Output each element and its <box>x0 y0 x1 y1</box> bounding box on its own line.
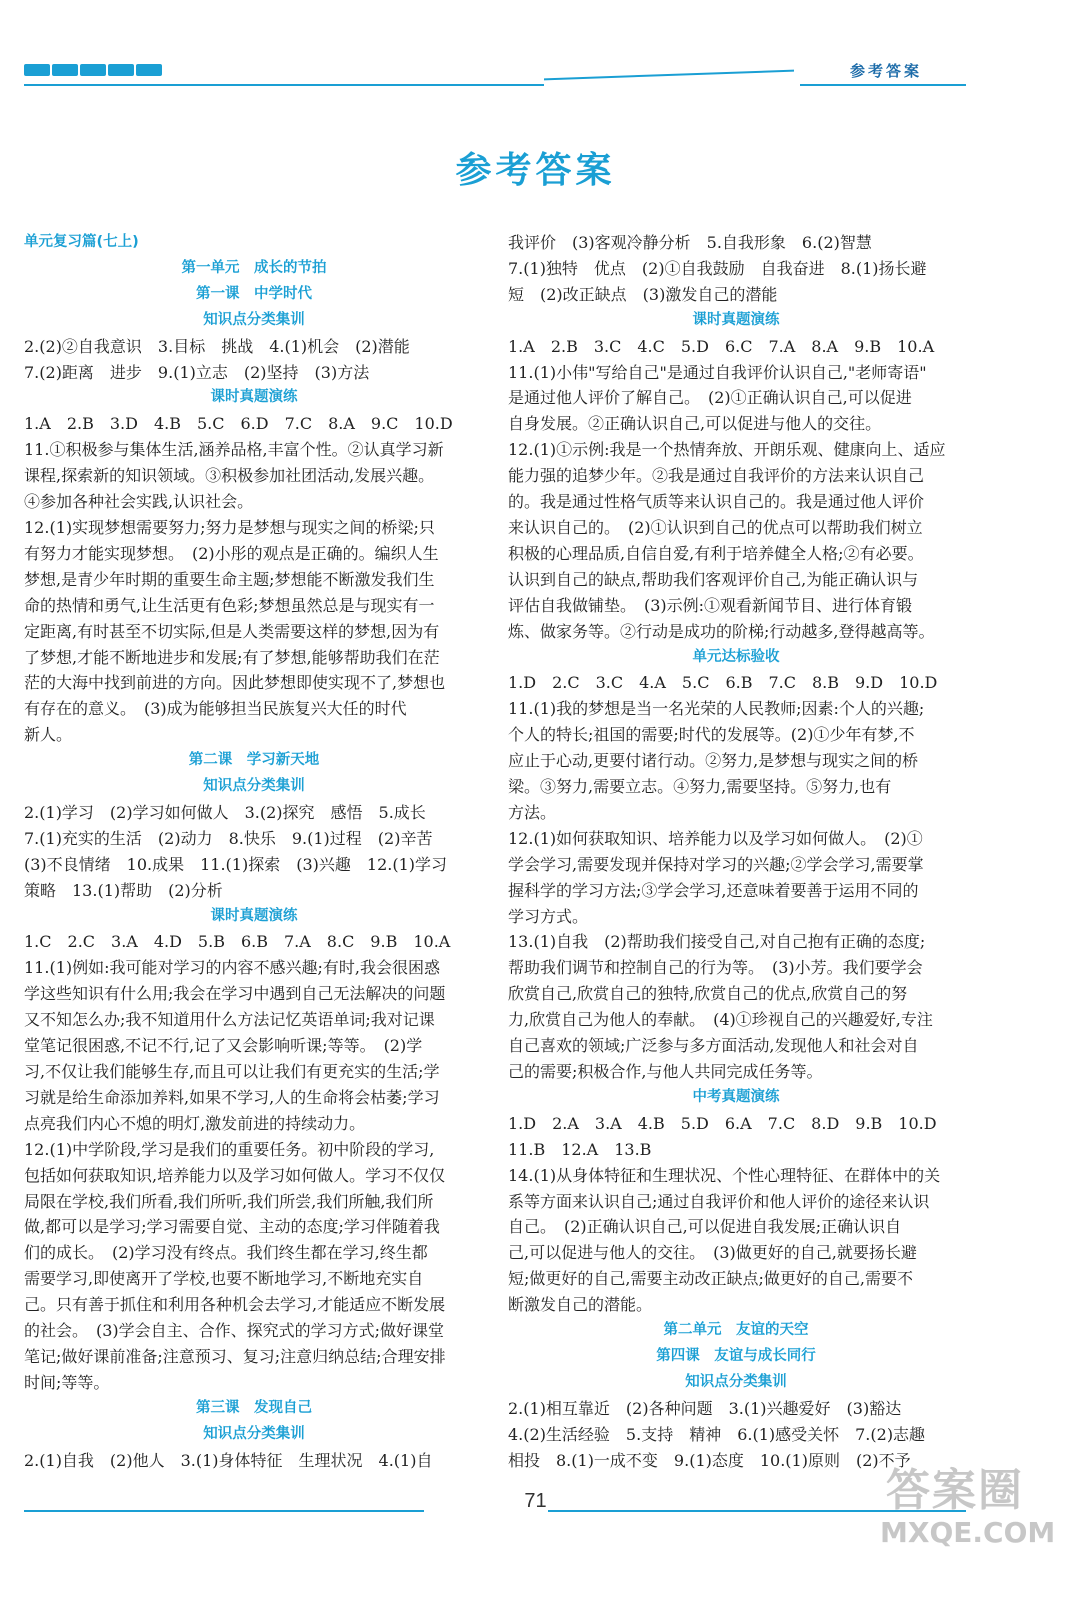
answer-line: 握科学的学习方法;③学会学习,还意味着要善于运用不同的 <box>508 880 919 900</box>
section-heading: 课时真题演练 <box>692 311 780 328</box>
answer-line: 7.(2)距离 进步 9.(1)立志 (2)坚持 (3)方法 <box>24 362 370 382</box>
watermark <box>880 1465 1056 1549</box>
answer-line: 做,都可以是学习;学习需要自觉、主动的态度;学习伴随着我 <box>24 1217 440 1237</box>
answer-line: 11.(1)例如:我可能对学习的内容不感兴趣;有时,我会很困惑 <box>24 958 440 978</box>
section-heading: 单元达标验收 <box>692 648 780 665</box>
watermark-logo-text: 答案圈 <box>886 1465 1024 1516</box>
page-number: 71 <box>524 1490 547 1512</box>
answer-line: 自己喜欢的领域;广泛参与多方面活动,发现他人和社会对自 <box>508 1036 919 1056</box>
answer-line: 课程,探索新的知识领域。③积极参加社团活动,发展兴趣。 <box>24 466 435 486</box>
answer-line: 12.(1)实现梦想需要努力;努力是梦想与现实之间的桥梁;只 <box>24 517 435 537</box>
answer-line: 1.D 2.A 3.A 4.B 5.D 6.A 7.C 8.D 9.B 10.D <box>508 1113 937 1133</box>
answer-line: 断激发自己的潜能。 <box>508 1295 653 1315</box>
answer-line: 学会学习,需要发现并保持对学习的兴趣;②学会学习,需要掌 <box>508 854 924 874</box>
answer-line: 系等方面来认识自己;通过自我评价和他人评价的途径来认识 <box>508 1191 930 1211</box>
answer-line: 欣赏自己,欣赏自己的独特,欣赏自己的优点,欣赏自己的努 <box>508 984 908 1004</box>
answer-line: 7.(1)充实的生活 (2)动力 8.快乐 9.(1)过程 (2)辛苦 <box>24 828 433 848</box>
answer-line: 个人的特长;祖国的需要;时代的发展等。(2)①少年有梦,不 <box>508 725 915 745</box>
answer-line: 帮助我们调节和控制自己的行为等。 (3)小芳。我们要学会 <box>508 958 923 978</box>
answer-line: 定距离,有时甚至不切实际,但是人类需要这样的梦想,因为有 <box>24 621 440 641</box>
answer-line: 2.(1)学习 (2)学习如何做人 3.(2)探究 感悟 5.成长 <box>24 802 426 822</box>
watermark-url: MXQE.COM <box>880 1516 1056 1549</box>
answer-line: 是通过他人评价了解自己。 (2)①正确认识自己,可以促进 <box>508 388 912 408</box>
answer-line: 11.B 12.A 13.B <box>508 1139 652 1159</box>
answer-line: 能力强的追梦少年。②我是通过自我评价的方法来认识自己 <box>508 466 925 486</box>
answer-line: 7.(1)独特 优点 (2)①自我鼓励 自我奋进 8.(1)扬长避 <box>508 258 927 278</box>
answer-line: 12.(1)中学阶段,学习是我们的重要任务。初中阶段的学习, <box>24 1139 435 1159</box>
answer-line: 2.(1)自我 (2)他人 3.(1)身体特征 生理状况 4.(1)自 <box>24 1450 433 1470</box>
answer-line: 学习方式。 <box>508 906 589 926</box>
answer-line: 积极的心理品质,自信自爱,有利于培养健全人格;②有必要。 <box>508 543 924 563</box>
header-section-title: 参考答案 <box>850 62 923 80</box>
section-heading: 知识点分类集训 <box>203 1425 305 1442</box>
answer-line: 11.①积极参与集体生活,涵养品格,丰富个性。②认真学习新 <box>24 440 444 460</box>
answer-line: 茫的大海中找到前进的方向。因此梦想即使实现不了,梦想也 <box>24 673 446 693</box>
answer-line: 2.(1)相互靠近 (2)各种问题 3.(1)兴趣爱好 (3)豁达 <box>508 1398 902 1418</box>
answer-column-left <box>24 230 484 1474</box>
answer-line: 包括如何获取知识,培养能力以及学习如何做人。学习不仅仅 <box>24 1165 446 1185</box>
header-chevron-decoration <box>24 64 162 76</box>
answer-line: 命的热情和勇气,让生活更有色彩;梦想虽然总是与现实有一 <box>24 595 435 615</box>
answer-line: 12.(1)如何获取知识、培养能力以及学习如何做人。 (2)① <box>508 828 923 848</box>
answer-line: 来认识自己的。 (2)①认识到自己的优点可以帮助我们树立 <box>508 517 923 537</box>
answer-line: 13.(1)自我 (2)帮助我们接受自己,对自己抱有正确的态度; <box>508 932 926 952</box>
answer-line: 炼、做家务等。②行动是成功的阶梯;行动越多,登得越高等。 <box>508 621 935 641</box>
answer-line: 学这些知识有什么用;我会在学习中遇到自己无法解决的问题 <box>24 984 446 1004</box>
answer-line: 们的成长。 (2)学习没有终点。我们终生都在学习,终生都 <box>24 1243 428 1263</box>
answer-line: 己。只有善于抓住和利用各种机会去学习,才能适应不断发展 <box>24 1295 446 1315</box>
page-title: 参考答案 <box>455 150 616 191</box>
header-rule-right <box>800 84 966 86</box>
answer-line: 14.(1)从身体特征和生理状况、个性心理特征、在群体中的关 <box>508 1165 941 1185</box>
answer-line: 认识到自己的缺点,帮助我们客观评价自己,为能正确认识与 <box>508 569 919 589</box>
answer-line: 11.(1)我的梦想是当一名光荣的人民教师;因素:个人的兴趣; <box>508 699 925 719</box>
answer-line: 有努力才能实现梦想。 (2)小彤的观点是正确的。编织人生 <box>24 543 439 563</box>
section-heading: 单元复习篇(七上) <box>24 234 139 250</box>
answer-line: 1.C 2.C 3.A 4.D 5.B 6.B 7.A 8.C 9.B 10.A <box>24 932 451 952</box>
answer-line: 又不知怎么办;我不知道用什么方法记忆英语单词;我对记课 <box>24 1010 435 1030</box>
answer-line: 己,可以促进与他人的交往。 (3)做更好的自己,就要扬长避 <box>508 1243 917 1263</box>
section-heading: 课时真题演练 <box>210 389 298 406</box>
section-heading: 第三课 发现自己 <box>196 1399 312 1416</box>
answer-line: ④参加各种社会实践,认识社会。 <box>24 492 254 512</box>
header-rule-left <box>24 84 544 86</box>
answer-line: 自身发展。②正确认识自己,可以促进与他人的交往。 <box>508 414 882 434</box>
answer-line: 短 (2)改正缺点 (3)激发自己的潜能 <box>508 284 778 304</box>
answer-line: 梁。③努力,需要立志。④努力,需要坚持。⑤努力,也有 <box>508 777 892 797</box>
header-rule-mid <box>544 70 794 81</box>
answer-line: 11.(1)小伟"写给自己"是通过自我评价认识自己,"老师寄语" <box>508 362 927 382</box>
answer-line: (3)不良情绪 10.成果 11.(1)探索 (3)兴趣 12.(1)学习 <box>24 854 447 874</box>
section-heading: 知识点分类集训 <box>203 311 305 328</box>
answer-line: 应止于心动,更要付诸行动。②努力,是梦想与现实之间的桥 <box>508 751 919 771</box>
answer-line: 习,不仅让我们能够生存,而且可以让我们有更充实的生活;学 <box>24 1062 440 1081</box>
answer-line: 局限在学校,我们所看,我们所听,我们所尝,我们所触,我们所 <box>24 1191 434 1211</box>
answer-line: 相投 8.(1)一成不变 9.(1)态度 10.(1)原则 (2)不予 <box>508 1450 911 1470</box>
answer-line: 策略 13.(1)帮助 (2)分析 <box>24 880 223 900</box>
section-heading: 课时真题演练 <box>210 907 298 924</box>
section-heading: 知识点分类集训 <box>685 1373 787 1390</box>
answer-column-right <box>508 230 964 1474</box>
section-heading: 第四课 友谊与成长同行 <box>656 1347 816 1364</box>
answer-line: 点亮我们内心不熄的明灯,激发前进的持续动力。 <box>24 1113 366 1133</box>
answer-line: 2.(2)②自我意识 3.目标 挑战 4.(1)机会 (2)潜能 <box>24 336 410 356</box>
answer-line: 评估自我做铺垫。 (3)示例:①观看新闻节目、进行体育锻 <box>508 595 913 615</box>
answer-line: 1.A 2.B 3.C 4.C 5.D 6.C 7.A 8.A 9.B 10.A <box>508 336 935 356</box>
answer-line: 1.D 2.C 3.C 4.A 5.C 6.B 7.C 8.B 9.D 10.D <box>508 673 938 693</box>
answer-line: 的社会。 (3)学会自主、合作、探究式的学习方式;做好课堂 <box>24 1321 445 1341</box>
answer-line: 短;做更好的自己,需要主动改正缺点;做更好的自己,需要不 <box>508 1269 913 1289</box>
answer-line: 我评价 (3)客观冷静分析 5.自我形象 6.(2)智慧 <box>508 233 872 252</box>
answer-line: 了梦想,才能不断地进步和发展;有了梦想,能够帮助我们在茫 <box>24 647 440 667</box>
section-heading: 第一单元 成长的节拍 <box>181 259 327 276</box>
section-heading: 第二单元 友谊的天空 <box>663 1322 809 1339</box>
answer-line: 有存在的意义。 (3)成为能够担当民族复兴大任的时代 <box>24 699 407 719</box>
section-heading: 第一课 中学时代 <box>196 285 312 302</box>
answer-line: 方法。 <box>508 802 557 822</box>
answer-line: 堂笔记很困惑,不记不行,记了又会影响听课;等等。 (2)学 <box>24 1036 423 1056</box>
section-heading: 知识点分类集训 <box>203 778 305 795</box>
answer-line: 梦想,是青少年时期的重要生命主题;梦想能不断激发我们生 <box>24 569 435 589</box>
answer-line: 4.(2)生活经验 5.支持 精神 6.(1)感受关怀 7.(2)志趣 <box>508 1424 926 1444</box>
answer-line: 力,欣赏自己为他人的奉献。 (4)①珍视自己的兴趣爱好,专注 <box>508 1010 933 1030</box>
answer-line: 1.A 2.B 3.D 4.B 5.C 6.D 7.C 8.A 9.C 10.D <box>24 414 453 434</box>
answer-line: 需要学习,即使离开了学校,也要不断地学习,不断地充实自 <box>24 1269 424 1289</box>
section-heading: 第二课 学习新天地 <box>188 752 320 769</box>
answer-line: 习就是给生命添加养料,如果不学习,人的生命将会枯萎;学习 <box>24 1087 440 1107</box>
answer-line: 的。我是通过性格气质等来认识自己的。我是通过他人评价 <box>508 492 925 512</box>
answer-line: 自己。 (2)正确认识自己,可以促进自我发展;正确认识自 <box>508 1217 902 1237</box>
answer-line: 12.(1)①示例:我是一个热情奔放、开朗乐观、健康向上、适应 <box>508 440 946 460</box>
answer-line: 新人。 <box>24 725 73 745</box>
page-header <box>0 0 1071 110</box>
answer-line: 时间;等等。 <box>24 1372 110 1392</box>
section-heading: 中考真题演练 <box>692 1088 780 1105</box>
answer-line: 笔记;做好课前准备;注意预习、复习;注意归纳总结;合理安排 <box>24 1346 446 1366</box>
answer-line: 己的需要;积极合作,与他人共同完成任务等。 <box>508 1062 823 1081</box>
